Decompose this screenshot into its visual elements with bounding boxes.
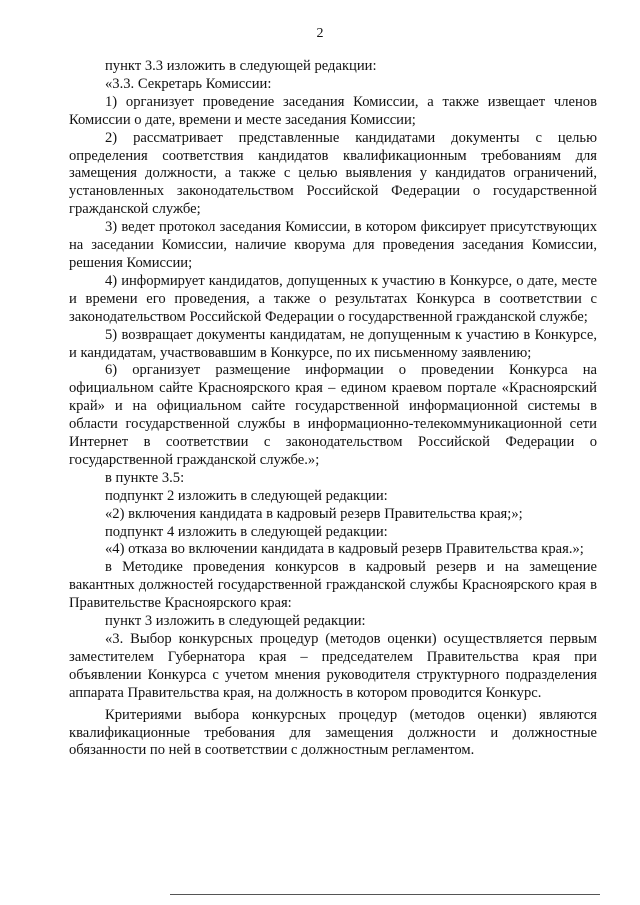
paragraph-subpoint-4-intro: подпункт 4 изложить в следующей редакции: [105, 523, 388, 540]
paragraph-item-5: 5) возвращает документы кандидатам, не допущенным к участию в Конкурсе, и кандидатам, участвовавшим в Конкурсе, по их письменному заявлению; [69, 326, 597, 361]
paragraph-amend-3-3: пункт 3.3 изложить в следующей редакции: [105, 58, 377, 74]
paragraph-item-2: 2) рассматривает представленные кандидатами документы с целью определения соответствия кандидатов квалификационным требованиям для замещения должности, а также с целью выявления у кандидатов ограничений, установленных законодательством Российской Федерации о государственной гражданской службе; [69, 129, 597, 218]
paragraph-point-3-5: в пункте 3.5: [105, 469, 185, 486]
paragraph-item-6: 6) организует размещение информации о проведении Конкурса на официальном сайте Красноярского края – едином краевом портале «Красноярский край» и на официальном сайте государственной информационной системы в области государственной службы в информационно-телекоммуникационной сети Интернет в соответствии с законодательством Российской Федерации о государственной гражданской службе.»; [69, 362, 597, 468]
paragraph-point-3-intro: пункт 3 изложить в следующей редакции: [105, 613, 366, 630]
paragraph-subpoint-2-text: «2) включения кандидата в кадровый резерв Правительства края;»; [105, 505, 523, 522]
paragraph-item-3: 3) ведет протокол заседания Комиссии, в котором фиксирует присутствующих на заседании Комиссии, наличие кворума для проведения заседания Комиссии, решения Комиссии; [69, 219, 597, 271]
document-body [69, 58, 597, 760]
paragraph-item-4: 4) информирует кандидатов, допущенных к участию в Конкурсе, о дате, месте и времени его проведения, а также о результатах Конкурса в соответствии с законодательством Российской Федерации о государственной гражданской службе; [69, 272, 597, 325]
page-number: 2 [316, 26, 324, 41]
footer-divider [170, 894, 600, 895]
paragraph-methodology: в Методике проведения конкурсов в кадровый резерв и на замещение вакантных должностей государственной гражданской службы Красноярского края в Правительстве Красноярского края: [69, 559, 597, 612]
paragraph-subpoint-4-text: «4) отказа во включении кандидата в кадровый резерв Правительства края.»; [105, 541, 584, 558]
paragraph-criteria: Критериями выбора конкурсных процедур (методов оценки) являются квалификационные требования для замещения должности и должностные обязанности по ней в соответствии с должностным регламентом. [69, 706, 597, 759]
paragraph-secretary-heading: «3.3. Секретарь Комиссии: [105, 75, 272, 92]
paragraph-subpoint-2-intro: подпункт 2 изложить в следующей редакции: [105, 487, 388, 504]
paragraph-item-1: 1) организует проведение заседания Комиссии, а также извещает членов Комиссии о дате, времени и месте заседания Комиссии; [69, 93, 597, 128]
paragraph-point-3-text: «3. Выбор конкурсных процедур (методов оценки) осуществляется первым заместителем Губернатора края – председателем Правительства края при объявлении Конкурса с учетом мнения руководителя структурного подразделения аппарата Правительства края, на должность в котором проводится Конкурс. [69, 631, 597, 701]
